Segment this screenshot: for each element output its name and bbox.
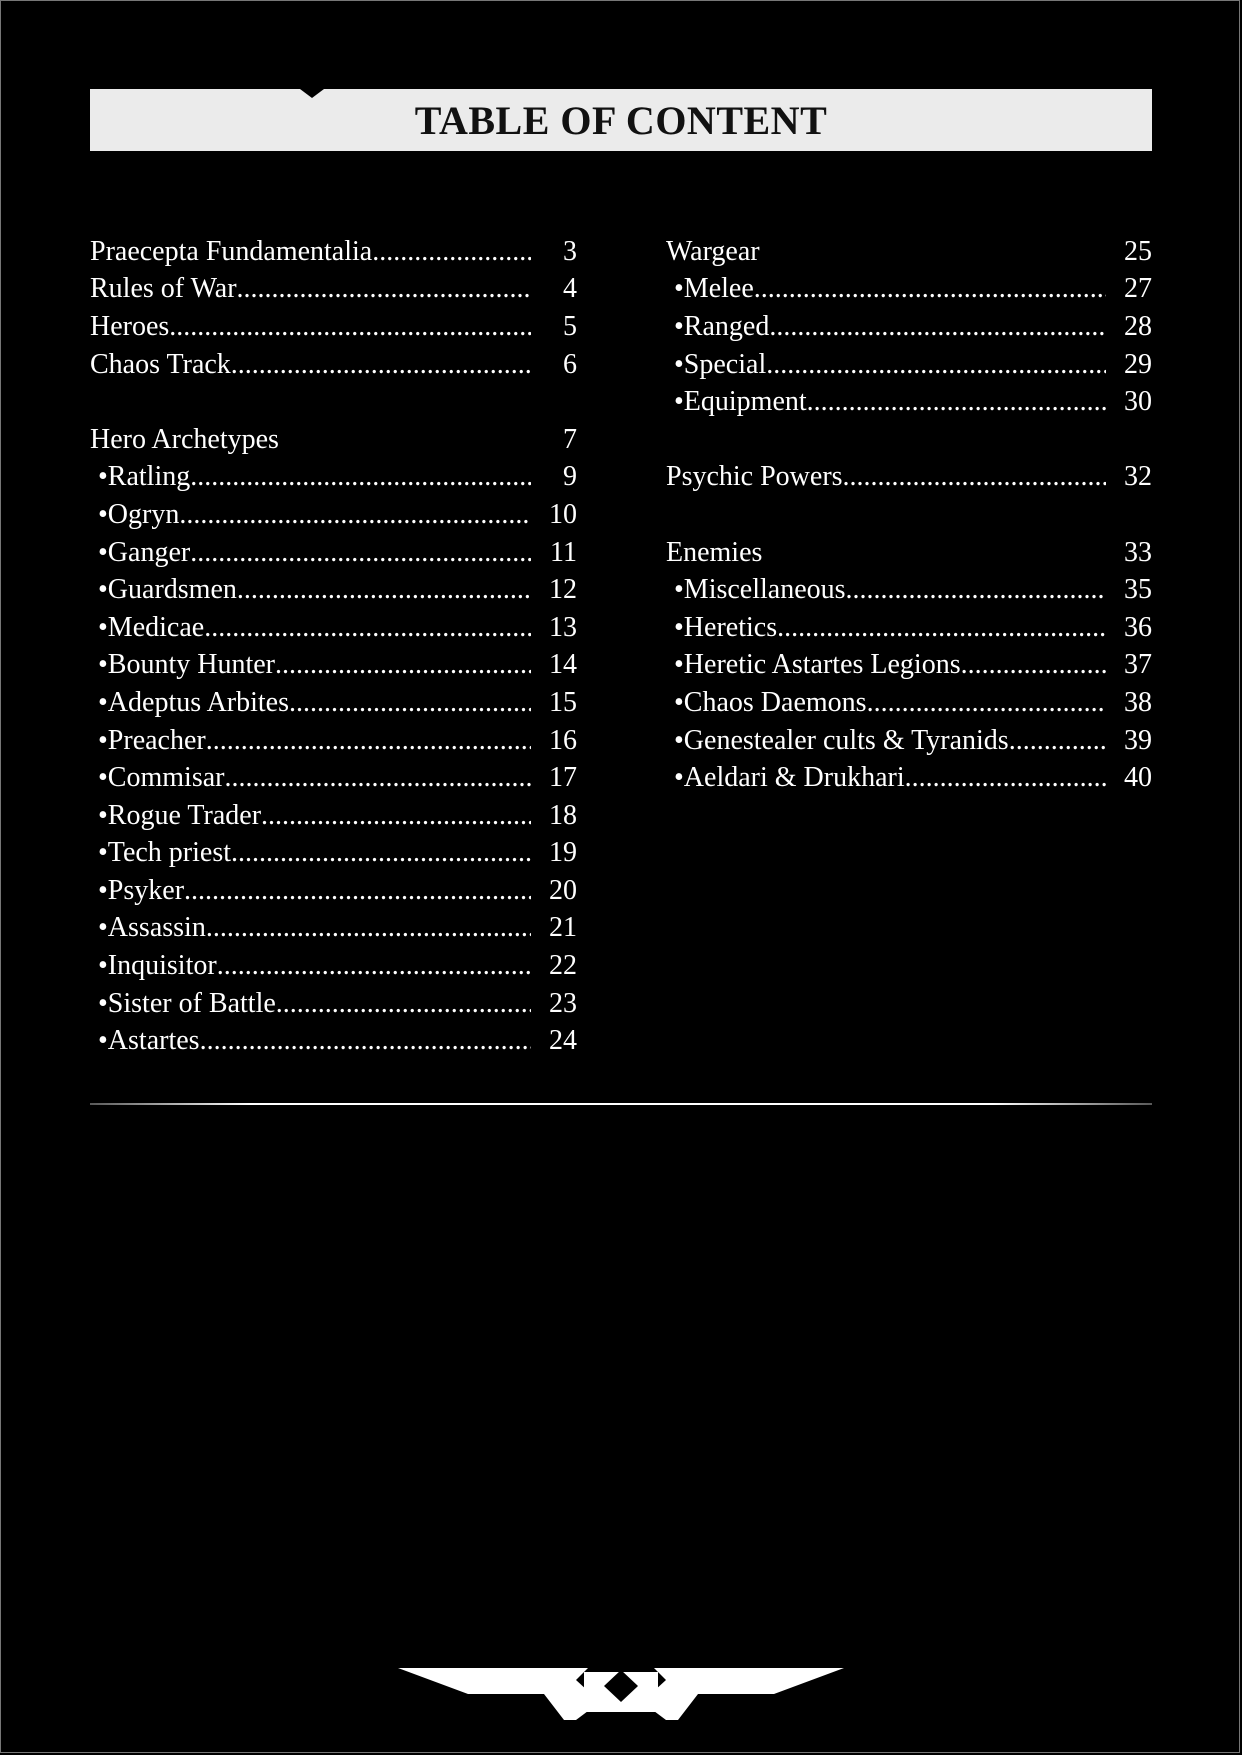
toc-entry-page: 40 — [1124, 762, 1152, 794]
toc-left-entry[interactable] — [90, 835, 577, 873]
dot-leader — [905, 762, 1106, 794]
toc-left-entry[interactable] — [90, 421, 577, 459]
toc-spacer — [90, 383, 577, 421]
toc-entry-page: 33 — [1124, 536, 1152, 568]
toc-entry-page: 22 — [549, 950, 577, 982]
toc-left-entry[interactable] — [90, 722, 577, 760]
toc-entry-label: Praecepta Fundamentalia — [90, 235, 373, 267]
dot-leader — [184, 875, 531, 907]
toc-right-entry[interactable] — [666, 571, 1152, 609]
toc-right-entry[interactable] — [666, 609, 1152, 647]
title-notch-ornament — [300, 89, 324, 98]
toc-entry-page: 10 — [549, 498, 577, 530]
dot-leader — [237, 574, 531, 606]
toc-entry-page: 23 — [549, 987, 577, 1019]
dot-leader — [275, 649, 531, 681]
toc-entry-label: •Assassin — [98, 912, 206, 944]
toc-entry-label: •Inquisitor — [98, 950, 217, 982]
toc-entry-page: 11 — [550, 536, 577, 568]
toc-entry-label: •Medicae — [98, 611, 205, 643]
toc-entry-label: •Psyker — [98, 874, 185, 906]
toc-left-entry[interactable] — [90, 271, 577, 309]
toc-entry-label: •Adeptus Arbites — [98, 686, 290, 718]
toc-entry-label: •Special — [674, 348, 767, 380]
toc-entry-page: 19 — [549, 837, 577, 869]
toc-left-entry[interactable] — [90, 759, 577, 797]
toc-entry-label: •Sister of Battle — [98, 987, 276, 1019]
toc-entry-label: •Equipment — [674, 386, 807, 418]
toc-entry-page: 17 — [549, 762, 577, 794]
toc-left-entry[interactable] — [90, 496, 577, 534]
toc-entry-page: 36 — [1124, 611, 1152, 643]
dot-leader — [769, 311, 1106, 343]
dot-leader — [289, 687, 531, 719]
toc-entry-page: 12 — [549, 574, 577, 606]
dot-leader — [200, 1025, 531, 1057]
toc-left-entry[interactable] — [90, 308, 577, 346]
toc-left-entry[interactable] — [90, 872, 577, 910]
toc-left-entry[interactable] — [90, 910, 577, 948]
toc-spacer — [666, 496, 1152, 534]
dot-leader — [1009, 725, 1106, 757]
section-divider — [90, 1103, 1152, 1105]
dot-leader — [867, 687, 1106, 719]
toc-entry-page: 32 — [1124, 461, 1152, 493]
dot-leader — [276, 988, 531, 1020]
toc-entry-label: •Commisar — [98, 762, 225, 794]
toc-entry-label: •Ogryn — [98, 498, 180, 530]
toc-entry-label: •Ratling — [98, 461, 191, 493]
dot-leader — [843, 461, 1106, 493]
toc-entry-label: Hero Archetypes — [90, 423, 279, 455]
dot-leader — [777, 612, 1106, 644]
toc-entry-label: •Heretic Astartes Legions — [674, 649, 961, 681]
toc-entry-page: 4 — [563, 273, 577, 305]
toc-left-entry[interactable] — [90, 684, 577, 722]
toc-entry-page: 25 — [1124, 235, 1152, 267]
toc-entry-page: 30 — [1124, 386, 1152, 418]
toc-entry-label: •Bounty Hunter — [98, 649, 276, 681]
toc-right-entry[interactable] — [666, 308, 1152, 346]
toc-entry-page: 7 — [563, 423, 577, 455]
toc-left-entry[interactable] — [90, 609, 577, 647]
toc-entry-label: Chaos Track — [90, 348, 231, 380]
toc-left-entry[interactable] — [90, 233, 577, 271]
toc-entry-label: •Ganger — [98, 536, 191, 568]
toc-entry-page: 16 — [549, 724, 577, 756]
toc-right-entry[interactable] — [666, 534, 1152, 572]
toc-left-entry[interactable] — [90, 459, 577, 497]
dot-leader — [179, 499, 531, 531]
toc-right-entry[interactable] — [666, 759, 1152, 797]
toc-left-column — [90, 233, 577, 1060]
page-number: 2 — [616, 1678, 626, 1697]
toc-right-entry[interactable] — [666, 383, 1152, 421]
dot-leader — [372, 236, 531, 268]
toc-right-entry[interactable] — [666, 722, 1152, 760]
toc-entry-page: 39 — [1124, 724, 1152, 756]
dot-leader — [231, 349, 531, 381]
toc-entry-label: Heroes — [90, 310, 170, 342]
toc-entry-label: •Heretics — [674, 611, 778, 643]
dot-leader — [754, 273, 1106, 305]
toc-left-entry[interactable] — [90, 947, 577, 985]
toc-left-entry[interactable] — [90, 1022, 577, 1060]
toc-left-entry[interactable] — [90, 346, 577, 384]
toc-entry-label: •Preacher — [98, 724, 206, 756]
toc-right-column — [666, 233, 1152, 797]
toc-entry-page: 35 — [1124, 574, 1152, 606]
dot-leader — [261, 800, 531, 832]
toc-entry-label: Wargear — [666, 235, 760, 267]
dot-leader — [846, 574, 1106, 606]
dot-leader — [807, 386, 1106, 418]
dot-leader — [206, 912, 531, 944]
toc-left-entry[interactable] — [90, 985, 577, 1023]
dot-leader — [766, 349, 1106, 381]
toc-entry-page: 15 — [549, 686, 577, 718]
toc-entry-page: 24 — [549, 1025, 577, 1057]
toc-entry-label: •Tech priest — [98, 837, 232, 869]
toc-entry-page: 13 — [549, 611, 577, 643]
toc-entry-label: Psychic Powers — [666, 461, 843, 493]
toc-entry-page: 5 — [563, 310, 577, 342]
dot-leader — [206, 725, 531, 757]
dot-leader — [217, 950, 531, 982]
toc-entry-page: 18 — [549, 799, 577, 831]
toc-entry-label: •Chaos Daemons — [674, 686, 867, 718]
dot-leader — [190, 537, 531, 569]
toc-entry-page: 29 — [1124, 348, 1152, 380]
title-bar — [90, 89, 1152, 151]
dot-leader — [169, 311, 531, 343]
dot-leader — [237, 273, 531, 305]
toc-right-entry[interactable] — [666, 647, 1152, 685]
toc-entry-page: 21 — [549, 912, 577, 944]
toc-left-entry[interactable] — [90, 534, 577, 572]
toc-entry-page: 38 — [1124, 686, 1152, 718]
toc-left-entry[interactable] — [90, 647, 577, 685]
toc-entry-page: 37 — [1124, 649, 1152, 681]
toc-entry-page: 20 — [549, 874, 577, 906]
toc-entry-label: •Astartes — [98, 1025, 200, 1057]
toc-entry-page: 6 — [563, 348, 577, 380]
toc-entry-page: 14 — [549, 649, 577, 681]
toc-entry-label: •Ranged — [674, 310, 770, 342]
dot-leader — [224, 762, 531, 794]
toc-right-entry[interactable] — [666, 346, 1152, 384]
dot-leader — [190, 461, 531, 493]
toc-left-entry[interactable] — [90, 571, 577, 609]
toc-right-entry[interactable] — [666, 233, 1152, 271]
toc-entry-label: •Genestealer cults & Tyranids — [674, 724, 1009, 756]
toc-entry-label: •Rogue Trader — [98, 799, 262, 831]
toc-right-entry[interactable] — [666, 271, 1152, 309]
toc-entry-label: Rules of War — [90, 273, 237, 305]
toc-right-entry[interactable] — [666, 684, 1152, 722]
toc-entry-label: •Aeldari & Drukhari — [674, 762, 905, 794]
dot-leader — [961, 649, 1106, 681]
toc-left-entry[interactable] — [90, 797, 577, 835]
toc-entry-label: Enemies — [666, 536, 763, 568]
toc-entry-page: 27 — [1124, 273, 1152, 305]
toc-entry-page: 3 — [563, 235, 577, 267]
toc-entry-page: 28 — [1124, 310, 1152, 342]
toc-entry-label: •Melee — [674, 273, 754, 305]
page-title: TABLE OF CONTENT — [414, 97, 828, 143]
dot-leader — [231, 837, 531, 869]
toc-right-entry[interactable] — [666, 459, 1152, 497]
toc-entry-label: •Guardsmen — [98, 574, 237, 606]
toc-spacer — [666, 421, 1152, 459]
dot-leader — [204, 612, 531, 644]
toc-entry-page: 9 — [563, 461, 577, 493]
toc-entry-label: •Miscellaneous — [674, 574, 846, 606]
